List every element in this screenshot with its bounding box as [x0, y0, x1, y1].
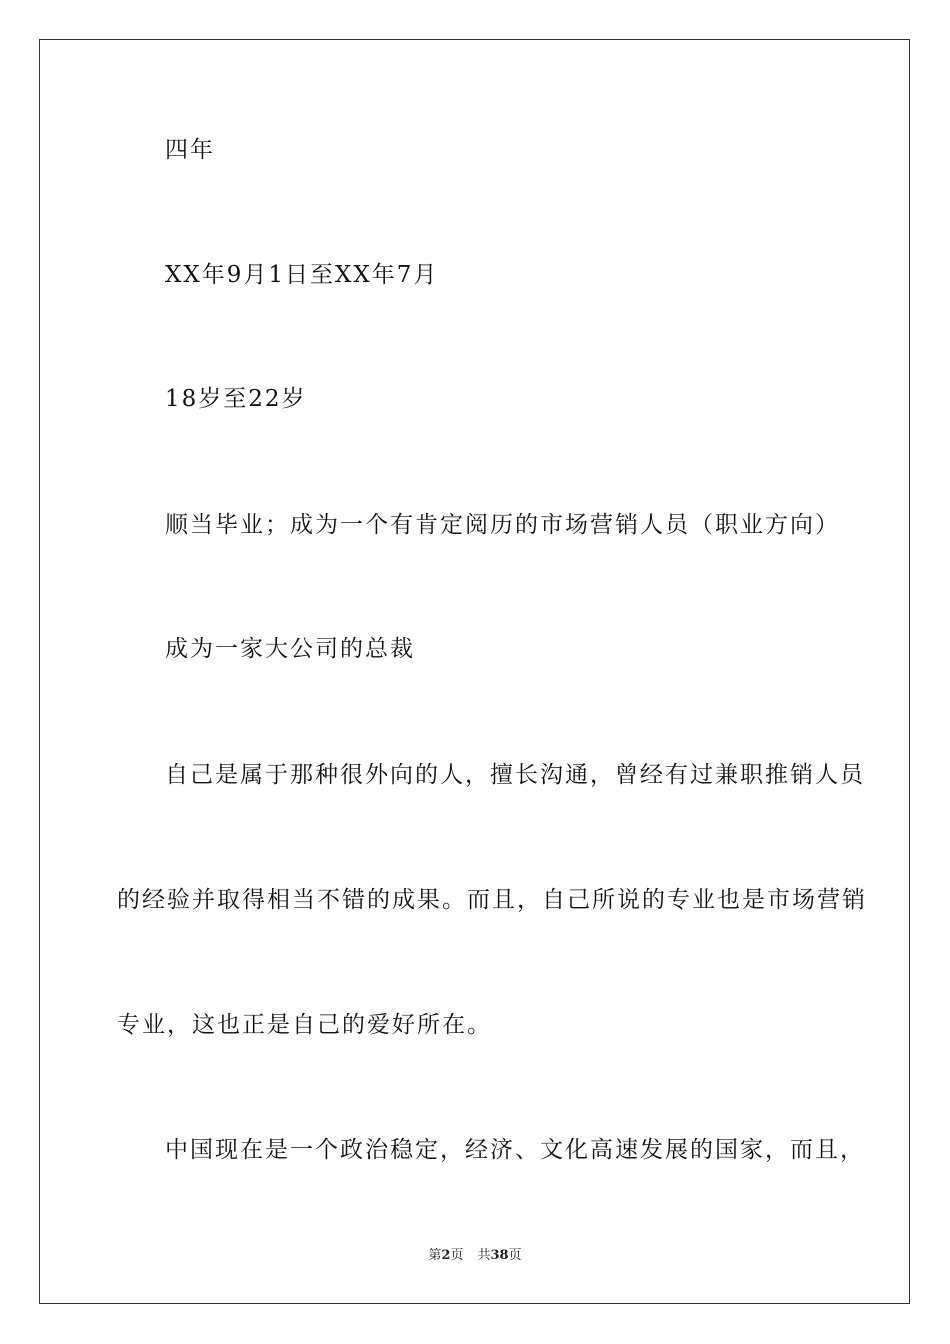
total-prefix: 共 [477, 1248, 491, 1263]
text-line-long-term-goal: 成为一家大公司的总裁 [165, 636, 415, 662]
paragraph-self-analysis-line-3: 专业，这也正是自己的爱好所在。 [117, 1012, 492, 1038]
text-line-short-term-goal: 顺当毕业；成为一个有肯定阅历的市场营销人员（职业方向） [165, 512, 840, 538]
page-number: 2 [441, 1248, 451, 1263]
page-border [39, 39, 910, 1304]
paragraph-self-analysis-line-2: 的经验并取得相当不错的成果。而且，自己所说的专业也是市场营销 [117, 887, 867, 913]
text-line-age-range: 18岁至22岁 [165, 386, 307, 412]
page-suffix: 页 [450, 1248, 464, 1263]
text-line-period: XX年9月1日至XX年7月 [165, 262, 439, 288]
page-prefix: 第 [428, 1248, 442, 1263]
page-footer [0, 1247, 950, 1265]
paragraph-environment-line-1: 中国现在是一个政治稳定，经济、文化高速发展的国家，而且， [165, 1137, 865, 1163]
total-pages: 38 [490, 1248, 509, 1263]
total-suffix: 页 [508, 1248, 522, 1263]
paragraph-self-analysis-line-1: 自己是属于那种很外向的人，擅长沟通，曾经有过兼职推销人员 [165, 762, 865, 788]
text-line-duration: 四年 [165, 137, 215, 163]
